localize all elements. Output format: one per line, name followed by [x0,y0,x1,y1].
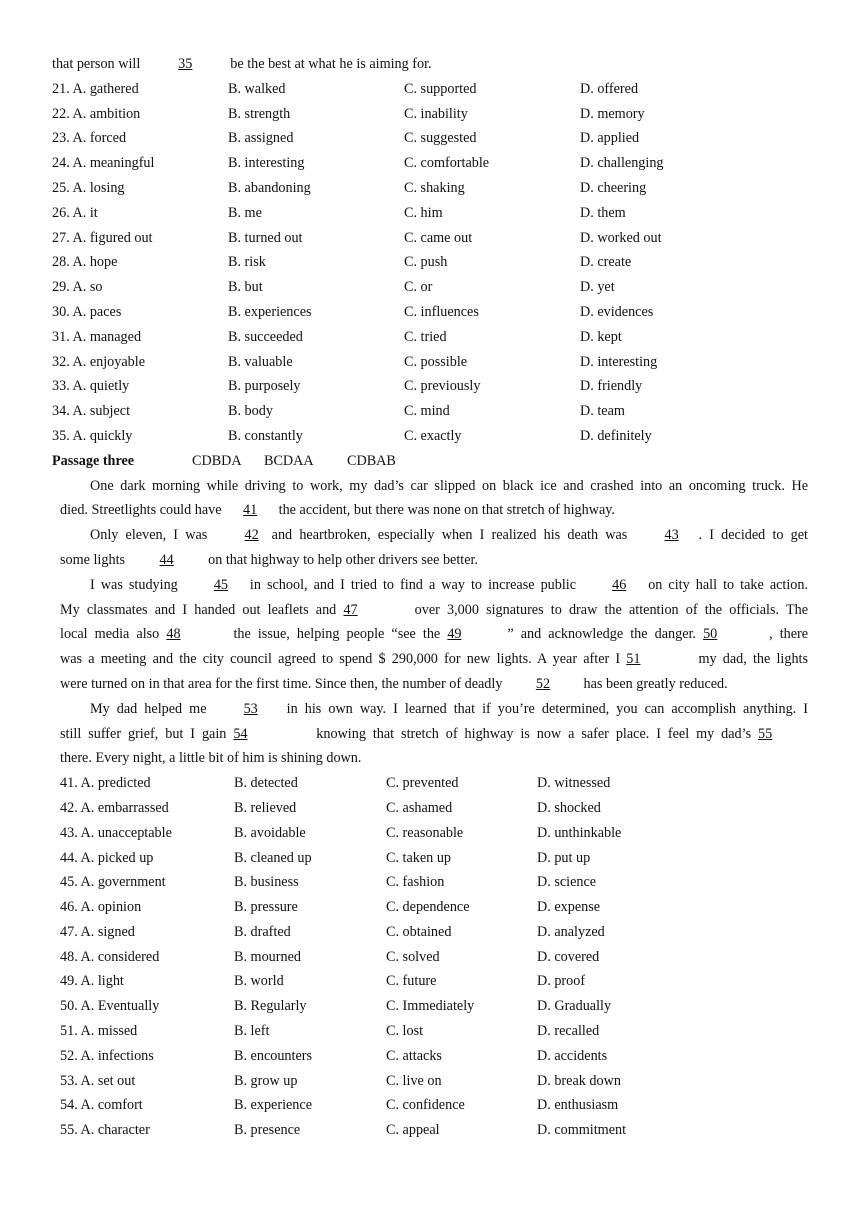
p3-l2a-text: My classmates and I handed out leaflets and [60,601,337,618]
option-c: C. inability [404,105,468,122]
option-b: B. grow up [234,1072,298,1089]
p3-l2b-text: over 3,000 signatures to draw the attention of the officials. The [414,601,809,618]
paragraph-4-line-2 [60,722,808,747]
option-row [0,374,860,399]
option-d: D. worked out [580,229,662,246]
option-row [0,771,860,796]
option-c: C. him [404,204,443,221]
option-a: 54. A. comfort [60,1097,143,1114]
option-c: C. Immediately [386,998,475,1015]
option-d: D. science [537,874,597,891]
option-b: B. pressure [234,899,298,916]
blank-42: 42 [244,527,259,544]
option-c: C. influences [404,303,479,320]
passage-three-options [0,771,860,1143]
option-a: 29. A. so [52,279,103,296]
option-c: C. suggested [404,130,477,147]
option-a: 22. A. ambition [52,105,141,122]
option-a: 42. A. embarrassed [60,799,169,816]
p3-l4a-text: was a meeting and the city council agreed to spend $ 290,000 for new lights. A year after I [60,651,621,668]
option-row [0,275,860,300]
p4-l2a-text: still suffer grief, but I gain [60,725,227,742]
option-a: 50. A. Eventually [60,998,160,1015]
option-row [0,300,860,325]
paragraph-4-line-3 [60,746,808,771]
option-c: C. exactly [404,427,462,444]
p3-l5a-text: were turned on in that area for the first time. Since then, the number of deadly [60,675,503,692]
option-b: B. strength [228,105,291,122]
option-b: B. experiences [228,303,312,320]
option-row [0,969,860,994]
intro-text-before: that person will [52,56,141,72]
option-a: 30. A. paces [52,303,122,320]
option-a: 41. A. predicted [60,775,151,792]
option-row [0,176,860,201]
option-a: 32. A. enjoyable [52,353,145,370]
option-a: 31. A. managed [52,328,142,345]
option-a: 21. A. gathered [52,80,139,97]
passage-three-heading [0,449,860,474]
option-d: D. cheering [580,179,647,196]
blank-43: 43 [664,527,679,544]
option-row [0,821,860,846]
option-d: D. applied [580,130,640,147]
answer-key-2: BCDAA [264,452,314,469]
paragraph-1-line-1 [60,474,808,499]
p1-l1-text: One dark morning while driving to work, my dad’s car slipped on black ice and crashed into an oncoming truck. He [90,477,808,494]
option-b: B. mourned [234,948,301,965]
option-a: 34. A. subject [52,403,131,420]
p4-l1a-text: My dad helped me [90,700,207,717]
p3-l3a-text: local media also [60,626,160,643]
option-a: 28. A. hope [52,254,118,271]
p4-l1b-text: in his own way. I learned that if you’re determined, you can accomplish anything. I [286,700,809,717]
option-b: B. detected [234,775,298,792]
option-b: B. body [228,403,273,420]
option-c: C. comfortable [404,155,490,172]
option-d: D. proof [537,973,586,990]
option-c: C. tried [404,328,447,345]
option-c: C. or [404,279,433,296]
option-c: C. supported [404,80,477,97]
paragraph-2-line-2 [60,548,808,573]
option-c: C. prevented [386,775,459,792]
intro-line [0,52,860,77]
option-d: D. break down [537,1072,621,1089]
option-b: B. me [228,204,262,221]
blank-49: 49 [447,626,462,643]
p2-l1c-text: . I decided to get [698,527,809,544]
option-b: B. avoidable [234,824,306,841]
option-row [0,1069,860,1094]
option-a: 44. A. picked up [60,849,154,866]
option-c: C. lost [386,1023,424,1040]
blank-35: 35 [178,56,193,72]
p3-l4b-text: my dad, the lights [698,651,808,668]
option-b: B. cleaned up [234,849,312,866]
option-d: D. interesting [580,353,658,370]
passage-three-title: Passage three [52,452,135,469]
option-a: 33. A. quietly [52,378,130,395]
option-d: D. recalled [537,1023,600,1040]
option-row [0,796,860,821]
answer-key-1: CDBDA [192,452,242,469]
option-a: 47. A. signed [60,923,135,940]
option-a: 55. A. character [60,1122,150,1139]
option-a: 52. A. infections [60,1047,154,1064]
option-b: B. drafted [234,923,291,940]
option-d: D. shocked [537,799,601,816]
option-row [0,920,860,945]
option-c: C. shaking [404,179,465,196]
p3-l1c-text: on city hall to take action. [648,576,809,593]
option-a: 24. A. meaningful [52,155,155,172]
option-c: C. fashion [386,874,445,891]
blank-52: 52 [535,675,551,692]
option-row [0,325,860,350]
option-d: D. create [580,254,632,271]
p3-l1b-text: in school, and I tried to find a way to increase public [249,576,577,593]
worksheet-page [0,52,860,1143]
option-b: B. world [234,973,284,990]
option-c: C. possible [404,353,468,370]
option-row [0,77,860,102]
option-b: B. Regularly [234,998,307,1015]
option-a: 35. A. quickly [52,427,133,444]
blank-47: 47 [343,601,358,618]
option-b: B. succeeded [228,328,303,345]
p2-l1b-text: and heartbroken, especially when I realized his death was [271,527,628,544]
option-b: B. left [234,1023,270,1040]
option-a: 49. A. light [60,973,124,990]
p3-l5b-text: has been greatly reduced. [583,675,728,692]
p4-l2b-text: knowing that stretch of highway is now a safer place. I feel my dad’s [316,725,752,742]
option-b: B. walked [228,80,286,97]
passage-two-options [0,77,860,449]
blank-41: 41 [243,502,258,519]
option-d: D. friendly [580,378,643,395]
paragraph-3-line-2 [60,598,808,623]
option-row [0,870,860,895]
option-row [0,895,860,920]
option-d: D. analyzed [537,923,605,940]
option-b: B. business [234,874,299,891]
paragraph-3-line-4 [60,647,808,672]
blank-48: 48 [166,626,181,643]
option-row [0,1093,860,1118]
paragraph-1-line-2 [60,498,808,523]
option-b: B. presence [234,1122,301,1139]
p1-l2a-text: died. Streetlights could have [60,502,222,519]
option-c: C. previously [404,378,481,395]
option-b: B. risk [228,254,266,271]
option-c: C. reasonable [386,824,464,841]
option-b: B. encounters [234,1047,313,1064]
answer-key-3: CDBAB [347,452,396,469]
option-c: C. push [404,254,448,271]
option-c: C. solved [386,948,440,965]
option-a: 25. A. losing [52,179,125,196]
option-b: B. turned out [228,229,303,246]
option-d: D. challenging [580,155,664,172]
option-b: B. experience [234,1097,312,1114]
blank-51: 51 [626,651,641,668]
option-row [0,945,860,970]
option-d: D. memory [580,105,645,122]
option-c: C. obtained [386,923,452,940]
option-d: D. yet [580,279,615,296]
option-a: 48. A. considered [60,948,160,965]
intro-text-after: be the best at what he is aiming for. [230,56,432,72]
option-c: C. dependence [386,899,470,916]
option-a: 46. A. opinion [60,899,142,916]
blank-46: 46 [612,576,627,593]
option-d: D. kept [580,328,622,345]
option-c: C. confidence [386,1097,465,1114]
option-d: D. offered [580,80,639,97]
option-d: D. Gradually [537,998,612,1015]
paragraph-3-line-5 [60,672,808,697]
passage-three-text [0,474,808,772]
option-a: 26. A. it [52,204,98,221]
option-row [0,1118,860,1143]
option-row [0,399,860,424]
option-d: D. evidences [580,303,654,320]
option-c: C. mind [404,403,450,420]
p3-l3d-text: , there [769,626,809,643]
p3-l3c-text: ” and acknowledge the danger. [507,626,696,643]
option-row [0,201,860,226]
option-b: B. valuable [228,353,293,370]
blank-55: 55 [758,725,773,742]
p2-l2b-text: on that highway to help other drivers see better. [208,551,479,568]
option-d: D. put up [537,849,591,866]
option-a: 23. A. forced [52,130,127,147]
option-c: C. appeal [386,1122,440,1139]
option-row [0,126,860,151]
option-b: B. interesting [228,155,305,172]
option-d: D. witnessed [537,775,611,792]
option-b: B. relieved [234,799,297,816]
paragraph-3-line-3 [60,622,808,647]
option-b: B. assigned [228,130,294,147]
option-row [0,846,860,871]
p3-l1a-text: I was studying [90,576,178,593]
blank-45: 45 [213,576,229,593]
option-c: C. live on [386,1072,442,1089]
option-row [0,151,860,176]
p1-l2b-text: the accident, but there was none on that stretch of highway. [278,502,615,519]
blank-54: 54 [233,725,248,742]
option-row [0,1019,860,1044]
option-row [0,226,860,251]
option-a: 53. A. set out [60,1072,136,1089]
option-c: C. ashamed [386,799,453,816]
option-b: B. but [228,279,263,296]
option-c: C. came out [404,229,473,246]
option-d: D. team [580,403,625,420]
option-b: B. purposely [228,378,301,395]
p2-l1a-text: Only eleven, I was [90,527,208,544]
option-a: 27. A. figured out [52,229,153,246]
p4-l3-text: there. Every night, a little bit of him is shining down. [60,750,362,767]
option-row [0,102,860,127]
option-b: B. abandoning [228,179,311,196]
option-d: D. expense [537,899,601,916]
option-row [0,1044,860,1069]
paragraph-4-line-1 [60,697,808,722]
option-d: D. definitely [580,427,652,444]
option-d: D. accidents [537,1047,608,1064]
option-c: C. attacks [386,1047,442,1064]
blank-44: 44 [159,551,174,568]
option-row [0,424,860,449]
option-d: D. covered [537,948,600,965]
option-d: D. commitment [537,1122,627,1139]
option-a: 43. A. unacceptable [60,824,172,841]
option-row [0,350,860,375]
option-c: C. taken up [386,849,452,866]
option-a: 51. A. missed [60,1023,138,1040]
option-d: D. them [580,204,626,221]
p3-l3b-text: the issue, helping people “see the [233,626,441,643]
p2-l2a-text: some lights [60,551,126,568]
option-c: C. future [386,973,437,990]
option-d: D. enthusiasm [537,1097,619,1114]
option-a: 45. A. government [60,874,166,891]
blank-50: 50 [703,626,718,643]
option-row [0,994,860,1019]
paragraph-3-line-1 [60,573,808,598]
paragraph-2-line-1 [60,523,808,548]
option-row [0,250,860,275]
option-b: B. constantly [228,427,303,444]
option-d: D. unthinkable [537,824,622,841]
blank-53: 53 [243,700,258,717]
